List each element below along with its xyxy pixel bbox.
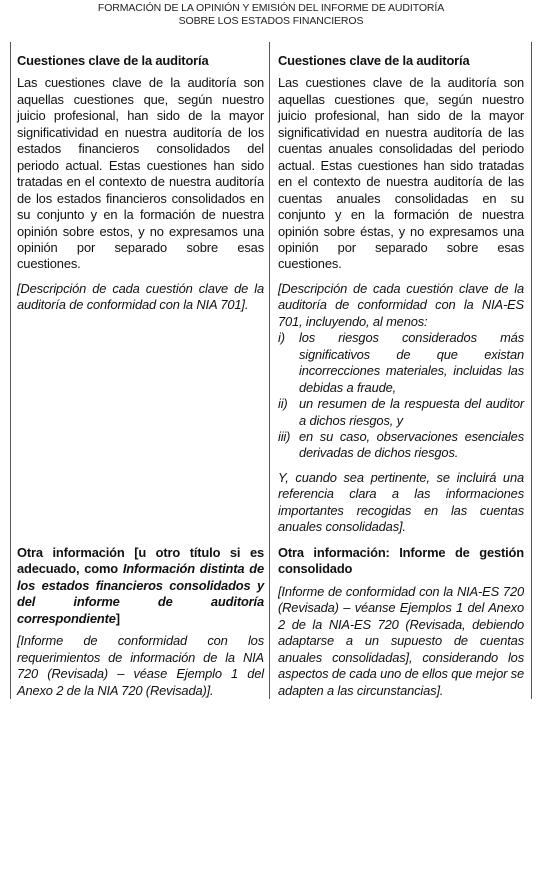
right-border bbox=[531, 42, 532, 699]
header-line-1: FORMACIÓN DE LA OPINIÓN Y EMISIÓN DEL INFORME DE AUDITORÍA bbox=[97, 2, 445, 14]
page-header bbox=[0, 2, 542, 27]
right-other-desc: [Informe de conformidad con la NIA-ES 720 (Revisada) – véanse Ejemplos 1 del Anexo 2 de la NIA-ES 720 (Revisada, debiendo adaptarse a un supuesto de cuentas anuales consolidadas], considerando los aspectos de cada uno de ellos que mejor se adapten a las circunstancias]. bbox=[278, 583, 524, 698]
right-other-info bbox=[278, 545, 524, 699]
list-item-text: en su caso, observaciones esenciales derivadas de dichos riesgos. bbox=[299, 428, 524, 461]
left-other-desc: [Informe de conformidad con los requerimientos de información de la NIA 720 (Revisada) – véase Ejemplo 1 del Anexo 2 de la NIA 720 (Revisada)]. bbox=[17, 633, 264, 698]
header-line-2: SOBRE LOS ESTADOS FINANCIEROS bbox=[178, 14, 364, 27]
list-item-text: los riesgos considerados más significativos de que existan incorrecciones materiales, incluidas las debidas a fraude, bbox=[299, 330, 524, 395]
right-kam-desc: [Descripción de cada cuestión clave de la auditoría de conformidad con la NIA-ES 701, incluyendo, al menos: bbox=[278, 280, 524, 329]
right-kam-text: Las cuestiones clave de la auditoría son aquellas cuestiones que, según nuestro juicio profesional, han sido de la mayor significatividad en nuestra auditoría de las cuentas anuales consolidadas del periodo actual. Estas cuestiones han sido tratadas en el contexto de nuestra auditoría de las cuentas anuales consolidadas en su conjunto y en la formación de nuestra opinión sobre éstas, y no expresamos una opinión por separado sobre esas cuestiones. bbox=[278, 75, 524, 272]
center-divider bbox=[269, 42, 270, 699]
list-item-number: ii) bbox=[278, 396, 288, 412]
left-other-title bbox=[17, 545, 264, 627]
left-border bbox=[10, 42, 11, 699]
list-item bbox=[278, 330, 524, 396]
left-other-title-part-2: Información distinta de los estados financieros consolidados y del informe de auditoría correspondiente bbox=[17, 561, 264, 626]
list-item bbox=[278, 429, 524, 462]
list-item-text: un resumen de la respuesta del auditor a dichos riesgos, y bbox=[299, 396, 524, 428]
right-kam-list bbox=[278, 330, 524, 462]
right-other-title: Otra información: Informe de gestión consolidado bbox=[278, 545, 524, 577]
right-column bbox=[278, 53, 524, 536]
left-column bbox=[17, 53, 264, 314]
left-other-title-part-3: ] bbox=[115, 610, 120, 626]
left-other-info bbox=[17, 545, 264, 699]
right-kam-reference: Y, cuando sea pertinente, se incluirá una referencia clara a las informaciones importantes recogidas en las cuentas anuales consolidadas]. bbox=[278, 469, 524, 535]
list-item-number: i) bbox=[278, 330, 285, 346]
left-other-title-part-1: Otra información [u otro título si es adecuado, como bbox=[17, 545, 264, 577]
left-kam-text: Las cuestiones clave de la auditoría son aquellas cuestiones que, según nuestro juicio profesional, han sido de la mayor significatividad en nuestra auditoría de los estados financieros consolidados del periodo actual. Estas cuestiones han sido tratadas en el contexto de nuestra auditoría de los estados financieros consolidados en su conjunto y en la formación de nuestra opinión sobre estos, y no expresamos una opinión por separado sobre esas cuestiones. bbox=[17, 75, 264, 272]
list-item-number: iii) bbox=[278, 428, 291, 444]
left-kam-desc: [Descripción de cada cuestión clave de la auditoría de conformidad con la NIA 701]. bbox=[17, 280, 264, 313]
right-kam-title: Cuestiones clave de la auditoría bbox=[278, 53, 470, 68]
list-item bbox=[278, 396, 524, 429]
left-kam-title: Cuestiones clave de la auditoría bbox=[17, 53, 209, 68]
